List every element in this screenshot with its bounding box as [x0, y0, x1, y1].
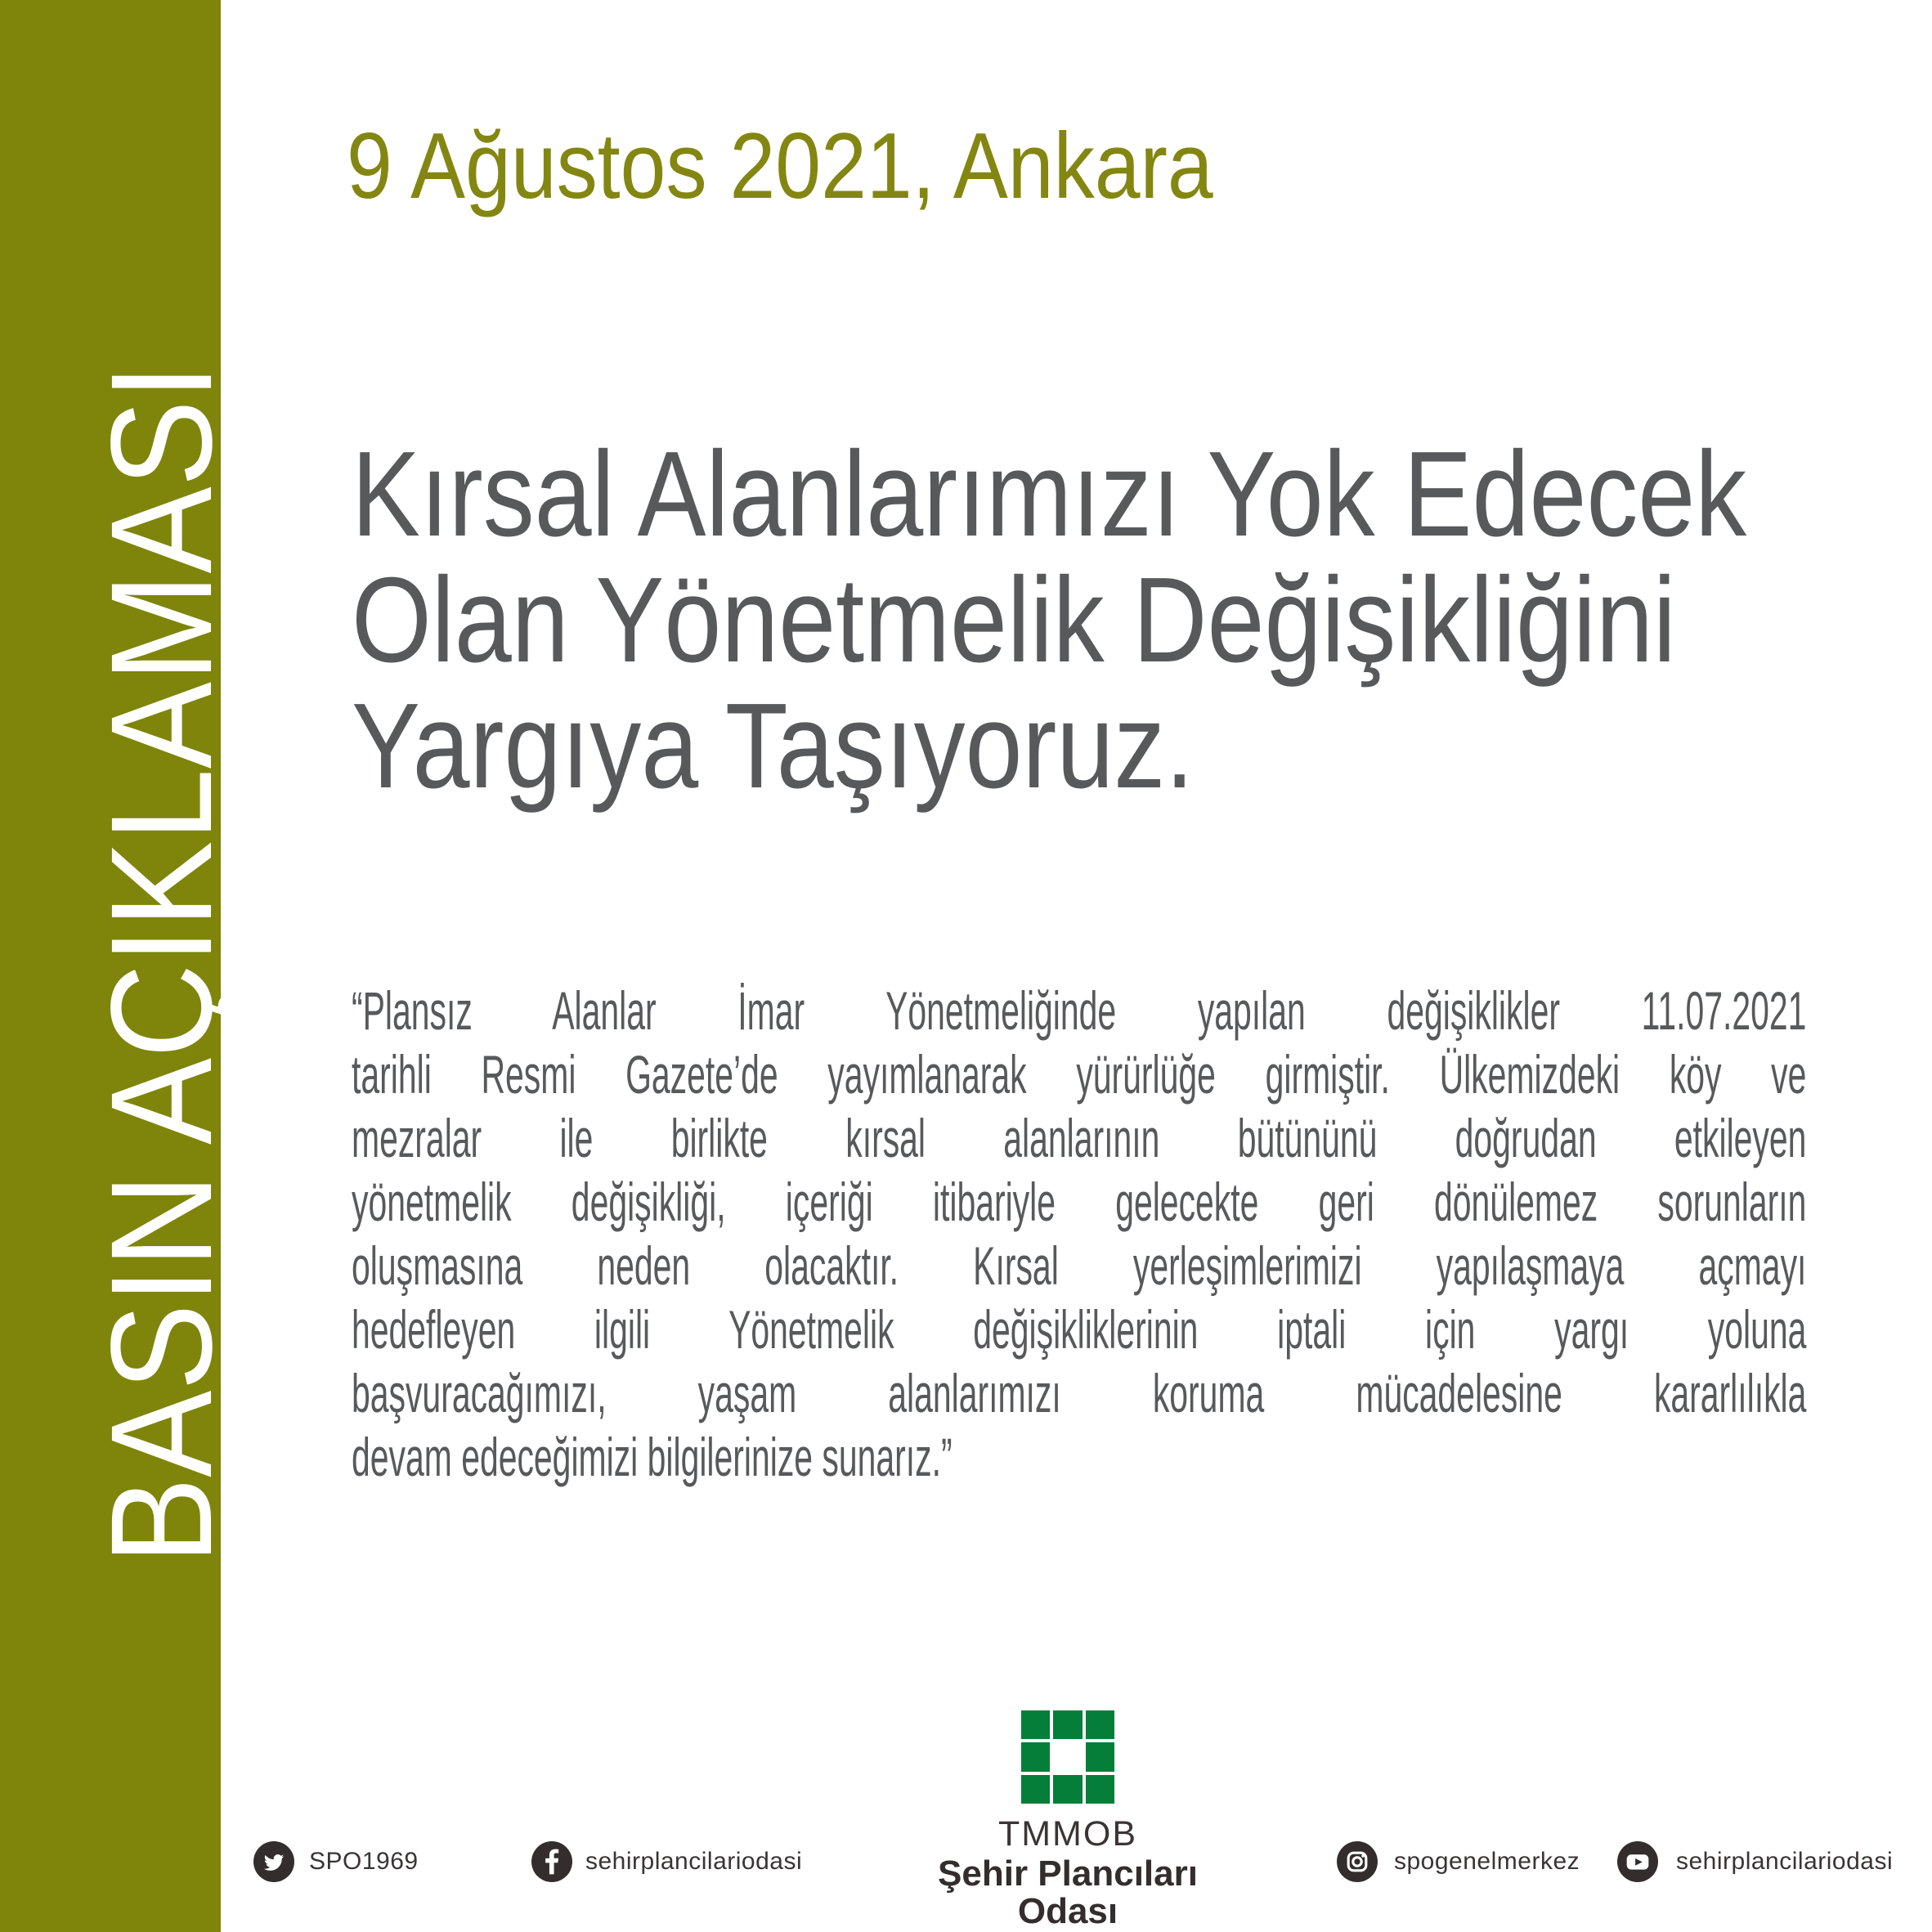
statement-line: mezralar ile birlikte kırsal alanlarının bütününü doğrudan etkileyen	[352, 1108, 1807, 1168]
vertical-label-canvas	[0, 0, 242, 1932]
instagram-handle: spogenelmerkez	[1394, 1848, 1580, 1875]
tmmob-label: TMMOB	[997, 1814, 1138, 1854]
statement-line: devam edeceğimizi bilgilerinize sunarız.”	[352, 1427, 953, 1487]
headline-line: Olan Yönetmelik Değişikliğini	[352, 553, 1676, 688]
statement-line: hedefleyen ilgili Yönetmelik değişikliklerinin iptali için yargı yoluna	[352, 1299, 1807, 1360]
logo-square-hole	[1053, 1742, 1082, 1771]
statement-line: yönetmelik değişikliği, içeriği itibariyle gelecekte geri dönülemez sorunların	[352, 1172, 1807, 1232]
logo-square	[1086, 1742, 1114, 1771]
logo-square	[1021, 1742, 1050, 1771]
instagram-icon	[1337, 1841, 1378, 1882]
logo-square	[1021, 1775, 1050, 1804]
tmmob-logo-icon	[1021, 1710, 1114, 1804]
statement-line: başvuracağımızı, yaşam alanlarımızı koruma mücadelesine kararlılıkla	[352, 1363, 1807, 1423]
statement-line: tarihli Resmi Gazete’de yayımlanarak yürürlüğe girmiştir. Ülkemizdeki köy ve	[352, 1044, 1807, 1105]
date-location: 9 Ağustos 2021, Ankara	[347, 114, 1213, 218]
statement-line: oluşmasına neden olacaktır. Kırsal yerleşimlerimizi yapılaşmaya açmayı	[352, 1235, 1807, 1296]
logo-square	[1086, 1710, 1114, 1739]
tmmob-logo-block	[888, 1710, 1248, 1930]
twitter-icon	[253, 1841, 294, 1882]
youtube-handle: sehirplancilariodasi	[1676, 1848, 1894, 1875]
facebook-handle: sehirplancilariodasi	[585, 1848, 803, 1875]
logo-square	[1086, 1775, 1114, 1804]
statement-paragraph	[352, 979, 1806, 1489]
headline-line: Kırsal Alanlarımızı Yok Edecek	[352, 427, 1747, 562]
logo-square	[1053, 1710, 1082, 1739]
youtube-icon	[1617, 1841, 1658, 1882]
logo-square	[1053, 1775, 1082, 1804]
facebook-icon	[531, 1841, 572, 1882]
press-release-vertical-label: BASIN AÇIKLAMASI	[82, 236, 242, 1564]
organization-name: Şehir Plancıları Odası	[938, 1854, 1198, 1931]
headline	[352, 427, 1811, 814]
statement-line: “Plansız Alanlar İmar Yönetmeliğinde yapılan değişiklikler 11.07.2021	[352, 980, 1807, 1041]
logo-square	[1021, 1710, 1050, 1739]
side-band	[0, 0, 242, 1932]
headline-line: Yargıya Taşıyoruz.	[352, 679, 1195, 814]
twitter-handle: SPO1969	[309, 1848, 419, 1875]
